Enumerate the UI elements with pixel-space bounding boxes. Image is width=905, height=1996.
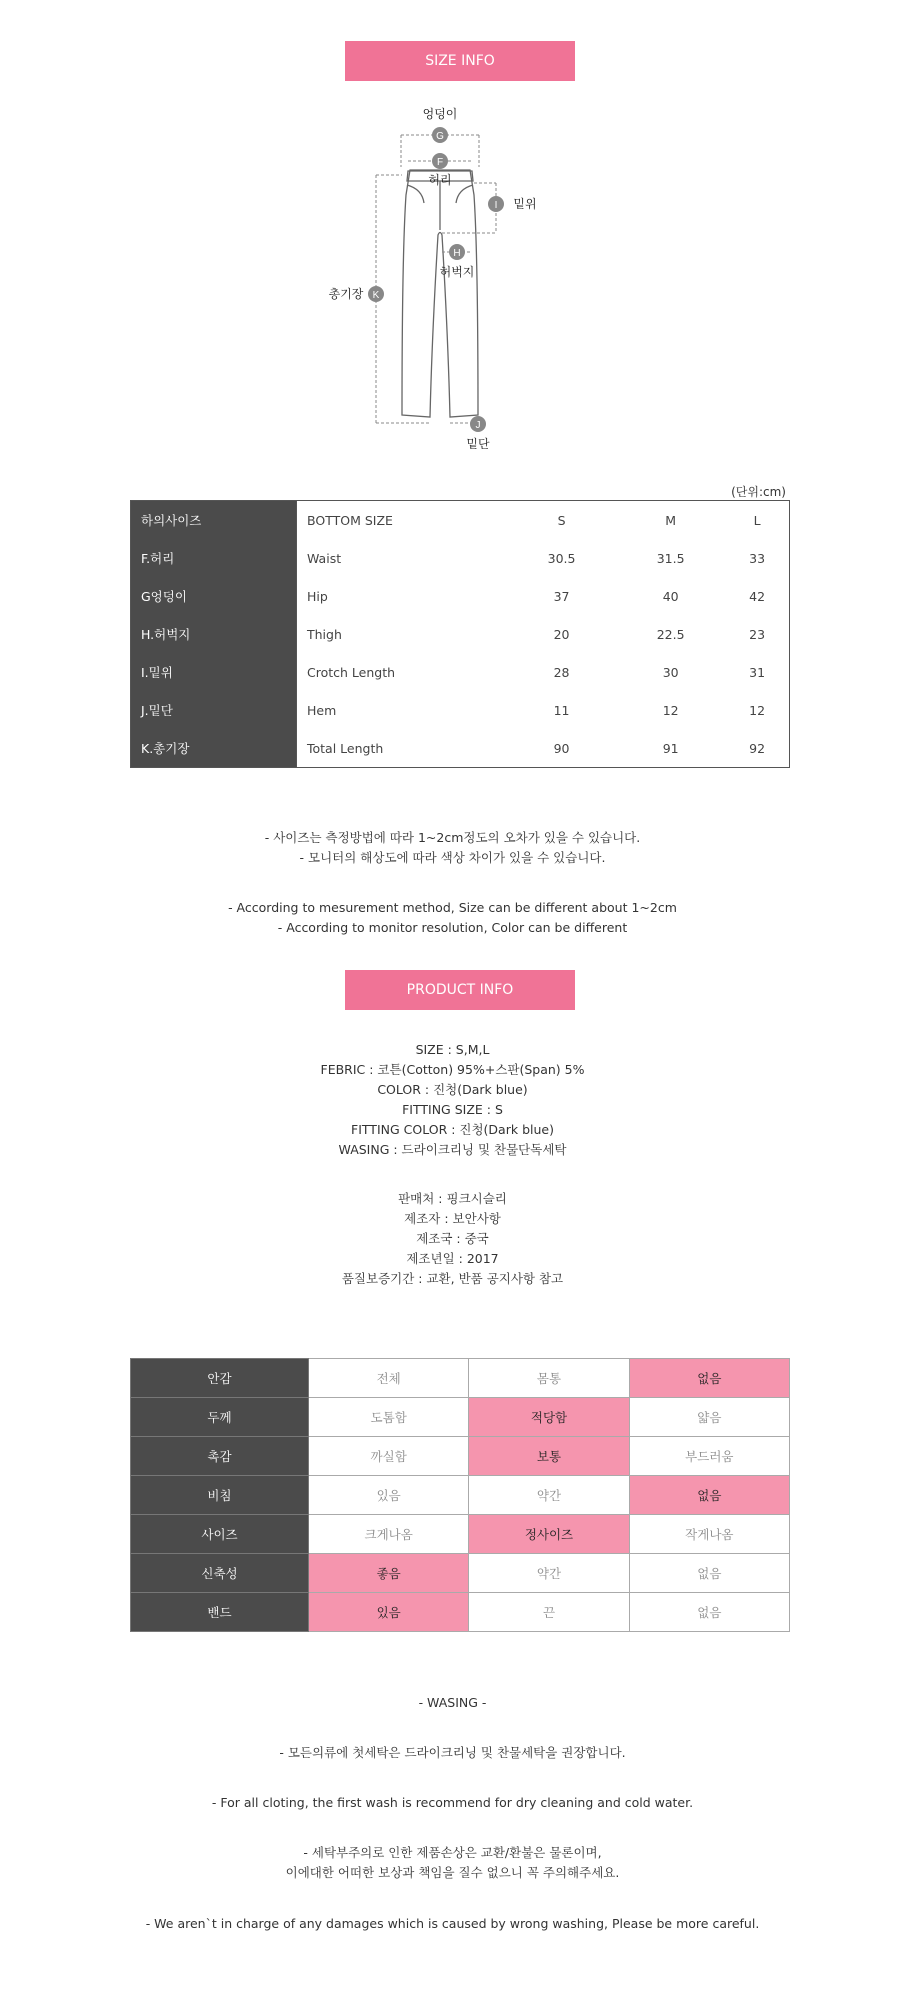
feel-option: 끈 bbox=[469, 1593, 629, 1632]
svg-text:G: G bbox=[436, 131, 444, 142]
washing-caution-kr: - 세탁부주의로 인한 제품손상은 교환/환불은 물론이며, 이에대한 어떠한 보상과 책임을 질수 없으니 꼭 주의해주세요. bbox=[285, 1845, 620, 1880]
feel-option: 얇음 bbox=[629, 1398, 789, 1437]
hip-label: 엉덩이 bbox=[422, 107, 458, 121]
feel-option: 적당함 bbox=[469, 1398, 629, 1437]
table-row: 사이즈 크게나옴 정사이즈 작게나옴 bbox=[131, 1515, 790, 1554]
feel-option: 없음 bbox=[629, 1476, 789, 1515]
feel-option: 좋음 bbox=[309, 1554, 469, 1593]
table-row: 촉감 까실함 보통 부드러움 bbox=[131, 1437, 790, 1476]
table-row: I.밑위 Crotch Length 28 30 31 bbox=[131, 653, 790, 691]
total-length-label: 총기장 bbox=[328, 287, 364, 301]
table-row: 비침 있음 약간 없음 bbox=[131, 1476, 790, 1515]
table-row: 신축성 좋음 약간 없음 bbox=[131, 1554, 790, 1593]
crotch-label: 밑위 bbox=[513, 197, 537, 211]
svg-text:J: J bbox=[475, 420, 481, 431]
product-info-banner: PRODUCT INFO bbox=[345, 970, 575, 1010]
size-notes-en: - According to mesurement method, Size can be different about 1~2cm - According to monitor resolution, Color can be different bbox=[228, 900, 677, 935]
feel-option: 있음 bbox=[309, 1593, 469, 1632]
table-row: 밴드 있음 끈 없음 bbox=[131, 1593, 790, 1632]
svg-text:F: F bbox=[436, 157, 444, 168]
feel-option: 보통 bbox=[469, 1437, 629, 1476]
feel-option: 부드러움 bbox=[629, 1437, 789, 1476]
table-row: F.허리 Waist 30.5 31.5 33 bbox=[131, 539, 790, 577]
feel-option: 있음 bbox=[309, 1476, 469, 1515]
feel-option: 없음 bbox=[629, 1359, 789, 1398]
feel-option: 약간 bbox=[469, 1554, 629, 1593]
washing-caution-en: - We aren`t in charge of any damages which is caused by wrong washing, Please be more careful. bbox=[145, 1916, 760, 1931]
thigh-label: 허벅지 bbox=[439, 265, 475, 279]
washing-note-kr: - 모든의류에 첫세탁은 드라이크리닝 및 찬물세탁을 권장합니다. bbox=[279, 1745, 626, 1760]
table-row: J.밑단 Hem 11 12 12 bbox=[131, 691, 790, 729]
feel-option: 몸통 bbox=[469, 1359, 629, 1398]
hem-label: 밑단 bbox=[466, 437, 490, 451]
feel-option: 도톰함 bbox=[309, 1398, 469, 1437]
product-info: SIZE : S,M,L FEBRIC : 코튼(Cotton) 95%+스판(Span) 5% COLOR : 진청(Dark blue) FITTING SIZE : S FITTING COLOR : 진청(Dark blue) WASING : 드라이크리닝 및 찬물단독세탁 bbox=[320, 1042, 585, 1157]
table-row: H.허벅지 Thigh 20 22.5 23 bbox=[131, 615, 790, 653]
feel-table bbox=[130, 1358, 790, 1632]
feel-option: 크게나옴 bbox=[309, 1515, 469, 1554]
svg-text:K: K bbox=[372, 290, 380, 301]
feel-option: 정사이즈 bbox=[469, 1515, 629, 1554]
unit-label: (단위:cm) bbox=[731, 485, 786, 499]
table-row: 두께 도톰함 적당함 얇음 bbox=[131, 1398, 790, 1437]
pocket-right bbox=[456, 185, 473, 203]
feel-option: 없음 bbox=[629, 1554, 789, 1593]
table-row: K.총기장 Total Length 90 91 92 bbox=[131, 729, 790, 768]
pants-diagram bbox=[300, 105, 600, 470]
svg-text:H: H bbox=[453, 248, 461, 259]
washing-title: - WASING - bbox=[418, 1695, 487, 1710]
table-row: G엉덩이 Hip 37 40 42 bbox=[131, 577, 790, 615]
washing-note-en: - For all cloting, the first wash is recommend for dry cleaning and cold water. bbox=[211, 1795, 694, 1810]
table-row: 하의사이즈 BOTTOM SIZE S M L bbox=[131, 501, 790, 540]
feel-option: 없음 bbox=[629, 1593, 789, 1632]
table-row: 안감 전체 몸통 없음 bbox=[131, 1359, 790, 1398]
feel-option: 전체 bbox=[309, 1359, 469, 1398]
size-table bbox=[130, 500, 790, 768]
feel-option: 작게나옴 bbox=[629, 1515, 789, 1554]
feel-option: 약간 bbox=[469, 1476, 629, 1515]
size-info-banner: SIZE INFO bbox=[345, 41, 575, 81]
waist-label: 허리 bbox=[428, 173, 452, 187]
feel-option: 까실함 bbox=[309, 1437, 469, 1476]
pocket-left bbox=[407, 185, 424, 203]
seller-info: 판매처 : 핑크시슬리 제조자 : 보안사항 제조국 : 중국 제조년일 : 2017 품질보증기간 : 교환, 반품 공지사항 참고 bbox=[341, 1191, 564, 1286]
size-notes-kr: - 사이즈는 측정방법에 따라 1~2cm정도의 오차가 있을 수 있습니다. - 모니터의 해상도에 따라 색상 차이가 있을 수 있습니다. bbox=[264, 830, 641, 865]
svg-text:I: I bbox=[494, 200, 498, 211]
